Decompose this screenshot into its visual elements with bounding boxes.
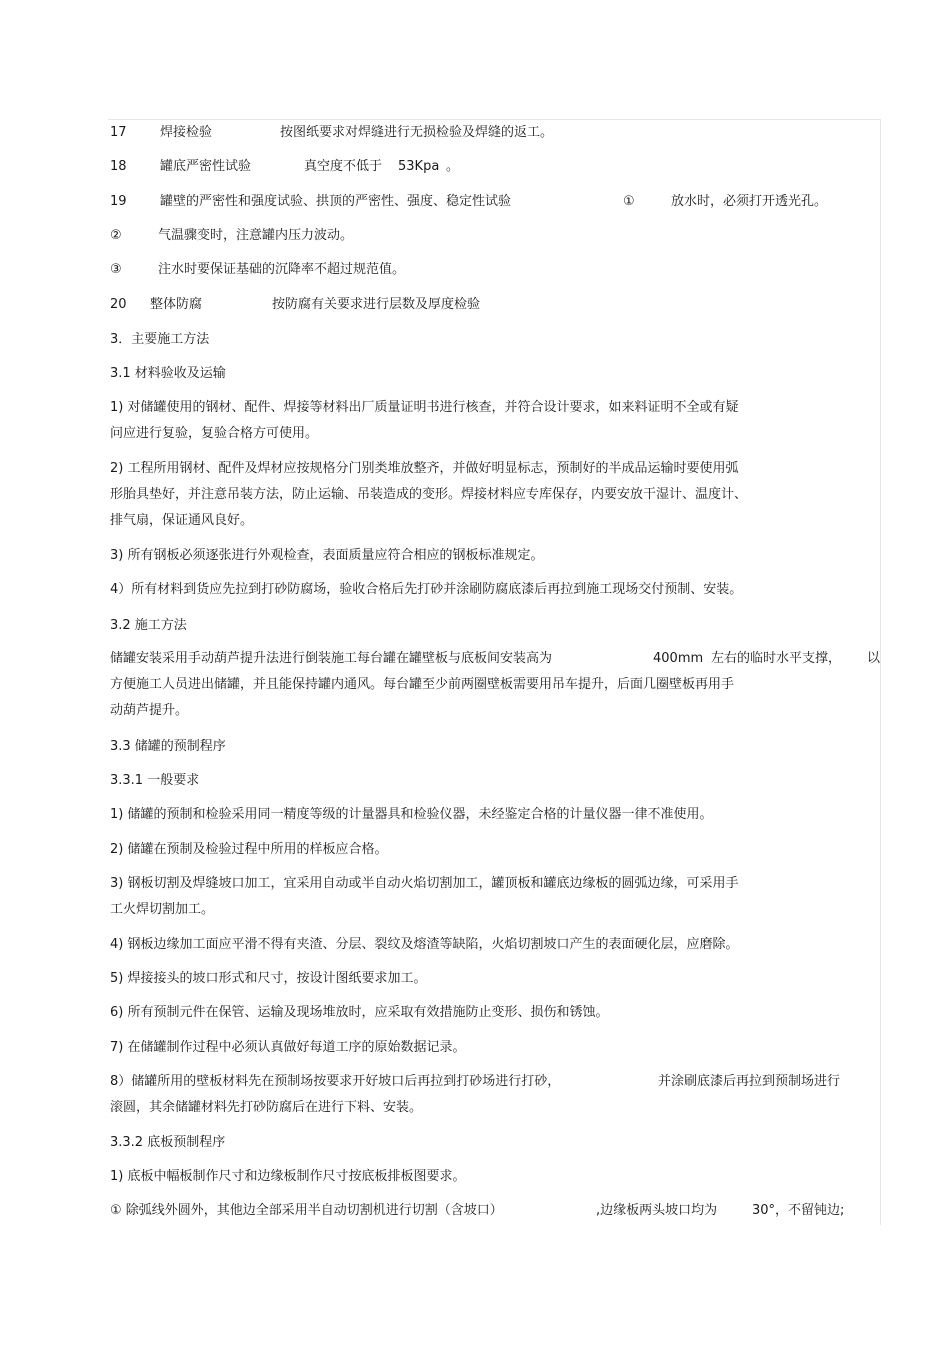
list-item: 1) 储罐的预制和检验采用同一精度等级的计量器具和检验仪器，未经鉴定合格的计量仪器一律不准使用。 [110,807,713,822]
subsection-heading: 3.3.2 底板预制程序 [110,1135,226,1150]
paragraph-line: 方便施工人员进出储罐，并且能保持罐内通风。每台罐至少前两圈壁板需要用吊车提升，后面几圈壁板再用手 [110,677,735,692]
text-run: ,边缘板两头坡口均为 [596,1203,718,1218]
row-mark: ③ [110,262,122,277]
subsection-heading: 3.3.1 一般要求 [110,773,200,788]
row-mark: ① [623,194,635,209]
text-run: 左右的临时水平支撑， [711,651,842,666]
text-run: 30°，不留钝边; [752,1203,845,1218]
row-number: 17 [110,125,127,140]
text-run: 并涂刷底漆后再拉到预制场进行 [658,1074,841,1089]
list-item: 工火焊切割加工。 [110,902,215,917]
row-item: 罐底严密性试验 [160,159,252,174]
row-requirement: 按防腐有关要求进行层数及厚度检验 [272,297,481,312]
list-item: 1) 底板中幅板制作尺寸和边缘板制作尺寸按底板排板图要求。 [110,1169,466,1184]
row-value: 53Kpa [398,159,440,174]
list-item: 6) 所有预制元件在保管、运输及现场堆放时，应采取有效措施防止变形、损伤和锈蚀。 [110,1005,609,1020]
row-item: 焊接检验 [160,125,213,140]
row-requirement: 按图纸要求对焊缝进行无损检验及焊缝的返工。 [280,125,554,140]
list-item: 5) 焊接接头的坡口形式和尺寸，按设计图纸要求加工。 [110,971,427,986]
list-item: 2) 储罐在预制及检验过程中所用的样板应合格。 [110,842,388,857]
page-frame-top [108,119,881,120]
text-run: 储罐安装采用手动葫芦提升法进行倒装施工每台罐在罐壁板与底板间安装高为 [110,651,553,666]
subsection-heading: 3.1 材料验收及运输 [110,366,226,381]
paragraph-line: 问应进行复验，复验合格方可使用。 [110,426,319,441]
row-number: 18 [110,159,127,174]
paragraph-line: 2) 工程所用钢材、配件及焊材应按规格分门别类堆放整齐，并做好明显标志，预制好的半成品运输时要使用弧 [110,461,739,476]
subsection-heading: 3.3 储罐的预制程序 [110,739,226,754]
row-item: 整体防腐 [150,297,203,312]
subsection-heading: 3.2 施工方法 [110,618,187,633]
row-mark: ② [110,228,122,243]
list-item: 4) 钢板边缘加工面应平滑不得有夹渣、分层、裂纹及熔渣等缺陷，火焰切割坡口产生的表面硬化层，应磨除。 [110,937,739,952]
row-text: 气温骤变时，注意罐内压力波动。 [158,228,354,243]
paragraph-line: 3) 所有钢板必须逐张进行外观检查，表面质量应符合相应的钢板标准规定。 [110,548,544,563]
list-item: 3) 钢板切割及焊缝坡口加工，宜采用自动或半自动火焰切割加工，罐顶板和罐底边缘板的圆弧边缘，可采用手 [110,876,739,891]
paragraph-line: 排气扇，保证通风良好。 [110,513,254,528]
row-requirement: 放水时，必须打开透光孔。 [671,194,828,209]
paragraph-line: 1) 对储罐使用的钢材、配件、焊接等材料出厂质量证明书进行核查，并符合设计要求，如来料证明不全或有疑 [110,400,739,415]
row-tail: 。 [446,159,460,174]
row-text: 注水时要保证基础的沉降率不超过规范值。 [158,262,406,277]
list-item: 滚圆，其余储罐材料先打砂防腐后在进行下料、安装。 [110,1100,423,1115]
row-requirement: 真空度不低于 [304,159,383,174]
text-run: 8）储罐所用的壁板材料先在预制场按要求开好坡口后再拉到打砂场进行打砂， [110,1074,561,1089]
text-run: 400mm [653,651,704,666]
text-run: 以 [867,651,881,666]
list-item: 7) 在储罐制作过程中必须认真做好每道工序的原始数据记录。 [110,1040,466,1055]
paragraph-line: 4）所有材料到货应先拉到打砂防腐场，验收合格后先打砂并涂刷防腐底漆后再拉到施工现场交付预制、安装。 [110,582,743,597]
row-item: 罐壁的严密性和强度试验、拱顶的严密性、强度、稳定性试验 [160,194,512,209]
row-number: 19 [110,194,127,209]
paragraph-line: 形胎具垫好，并注意吊装方法，防止运输、吊装造成的变形。焊接材料应专库保存，内要安放干湿计、温度计、 [110,487,748,502]
page-frame-right [880,119,881,1225]
row-number: 20 [110,297,127,312]
section-heading: 3．主要施工方法 [110,332,210,347]
text-run: ① 除弧线外圆外，其他边全部采用半自动切割机进行切割（含坡口） [110,1203,503,1218]
paragraph-line: 动葫芦提升。 [110,703,189,718]
